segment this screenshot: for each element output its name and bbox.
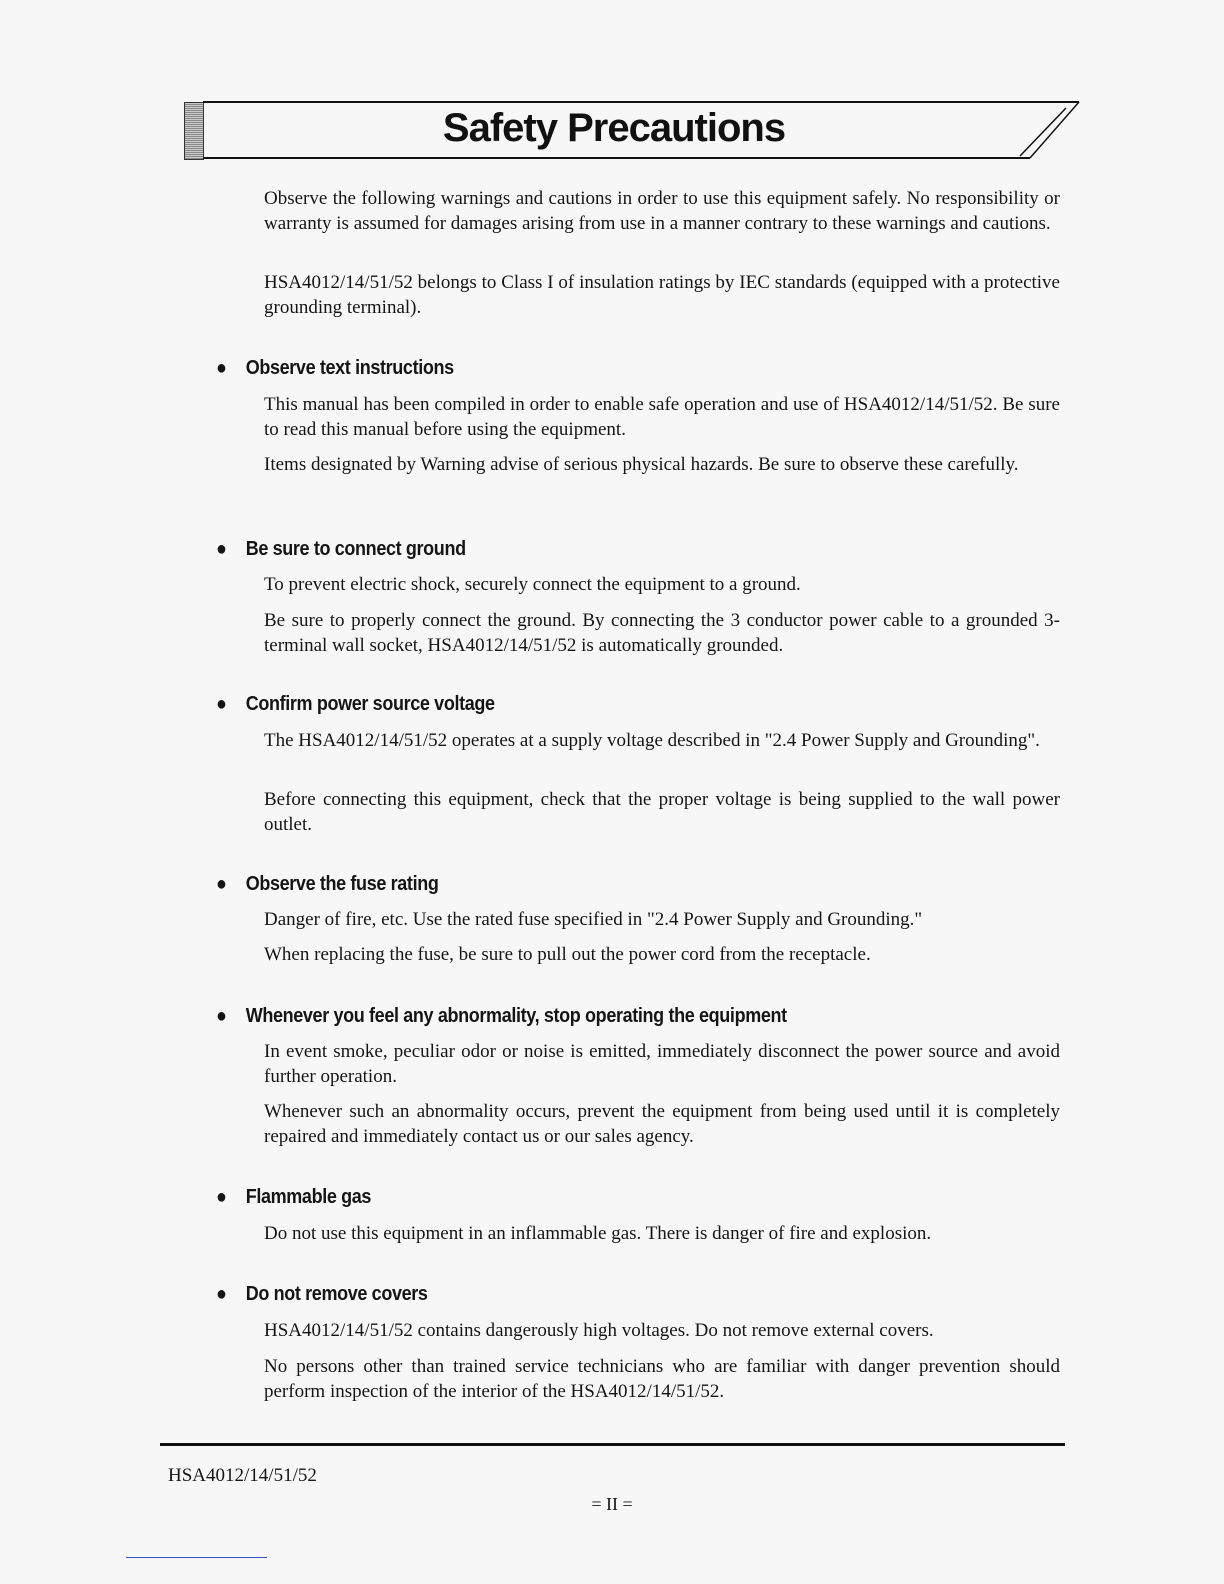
section-paragraph: To prevent electric shock, securely connect the equipment to a ground. [264,574,801,595]
section-paragraph: No persons other than trained service technicians who are familiar with danger prevention should perform inspection of the interior of the HSA4012/14/51/52. [264,1356,1060,1402]
section-heading-text: Observe the fuse rating [245,873,439,895]
section-heading-text: Be sure to connect ground [245,538,466,560]
bullet-icon: ● [216,873,227,895]
footer-model: HSA4012/14/51/52 [168,1465,317,1486]
intro-paragraph: HSA4012/14/51/52 belongs to Class I of insulation ratings by IEC standards (equipped with a protective grounding terminal). [264,272,1060,318]
section-paragraph: HSA4012/14/51/52 contains dangerously high voltages. Do not remove external covers. [264,1320,934,1341]
page-number: = II = [591,1494,633,1514]
bullet-icon: ● [216,538,227,560]
section-heading-text: Flammable gas [245,1186,372,1208]
section-paragraph: Whenever such an abnormality occurs, prevent the equipment from being used until it is completely repaired and immediately contact us or our sales agency. [264,1101,1060,1147]
bullet-icon: ● [216,1005,227,1027]
section-heading [216,355,954,381]
section-heading [216,1281,954,1307]
page-title: Safety Precautions [442,106,786,150]
bullet-icon: ● [216,1186,227,1208]
section-paragraph: This manual has been compiled in order to enable safe operation and use of HSA4012/14/51/52. Be sure to read this manual before using the equipment. [264,394,1060,440]
section-heading [216,691,954,717]
section-heading-text: Confirm power source voltage [245,693,495,715]
footer-divider [160,1443,1065,1446]
section-heading-text: Observe text instructions [245,357,454,379]
bullet-icon: ● [216,357,227,379]
section-paragraph: Be sure to properly connect the ground. By connecting the 3 conductor power cable to a grounded 3-terminal wall socket, HSA4012/14/51/52 is automatically grounded. [264,610,1060,656]
section-paragraph: Danger of fire, etc. Use the rated fuse specified in "2.4 Power Supply and Grounding." [264,909,923,930]
bullet-icon: ● [216,1283,227,1305]
section-paragraph: The HSA4012/14/51/52 operates at a supply voltage described in "2.4 Power Supply and Grounding". [264,730,1040,751]
title-banner [184,100,1080,160]
footer-link-underline [126,1557,267,1558]
section-paragraph: Before connecting this equipment, check that the proper voltage is being supplied to the wall power outlet. [264,789,1060,835]
intro-paragraph: Observe the following warnings and cautions in order to use this equipment safely. No responsibility or warranty is assumed for damages arising from use in a manner contrary to these warnings and cautions. [264,188,1060,234]
section-heading-text: Whenever you feel any abnormality, stop operating the equipment [245,1005,787,1027]
section-heading [216,1184,954,1210]
section-heading-text: Do not remove covers [245,1283,428,1305]
section-paragraph: Do not use this equipment in an inflammable gas. There is danger of fire and explosion. [264,1223,932,1244]
section-paragraph: Items designated by Warning advise of serious physical hazards. Be sure to observe these carefully. [264,454,1019,475]
section-heading [216,871,954,897]
section-paragraph: In event smoke, peculiar odor or noise is emitted, immediately disconnect the power source and avoid further operation. [264,1041,1060,1087]
section-heading [216,1003,954,1029]
section-heading [216,536,954,562]
section-paragraph: When replacing the fuse, be sure to pull out the power cord from the receptacle. [264,944,871,965]
bullet-icon: ● [216,693,227,715]
